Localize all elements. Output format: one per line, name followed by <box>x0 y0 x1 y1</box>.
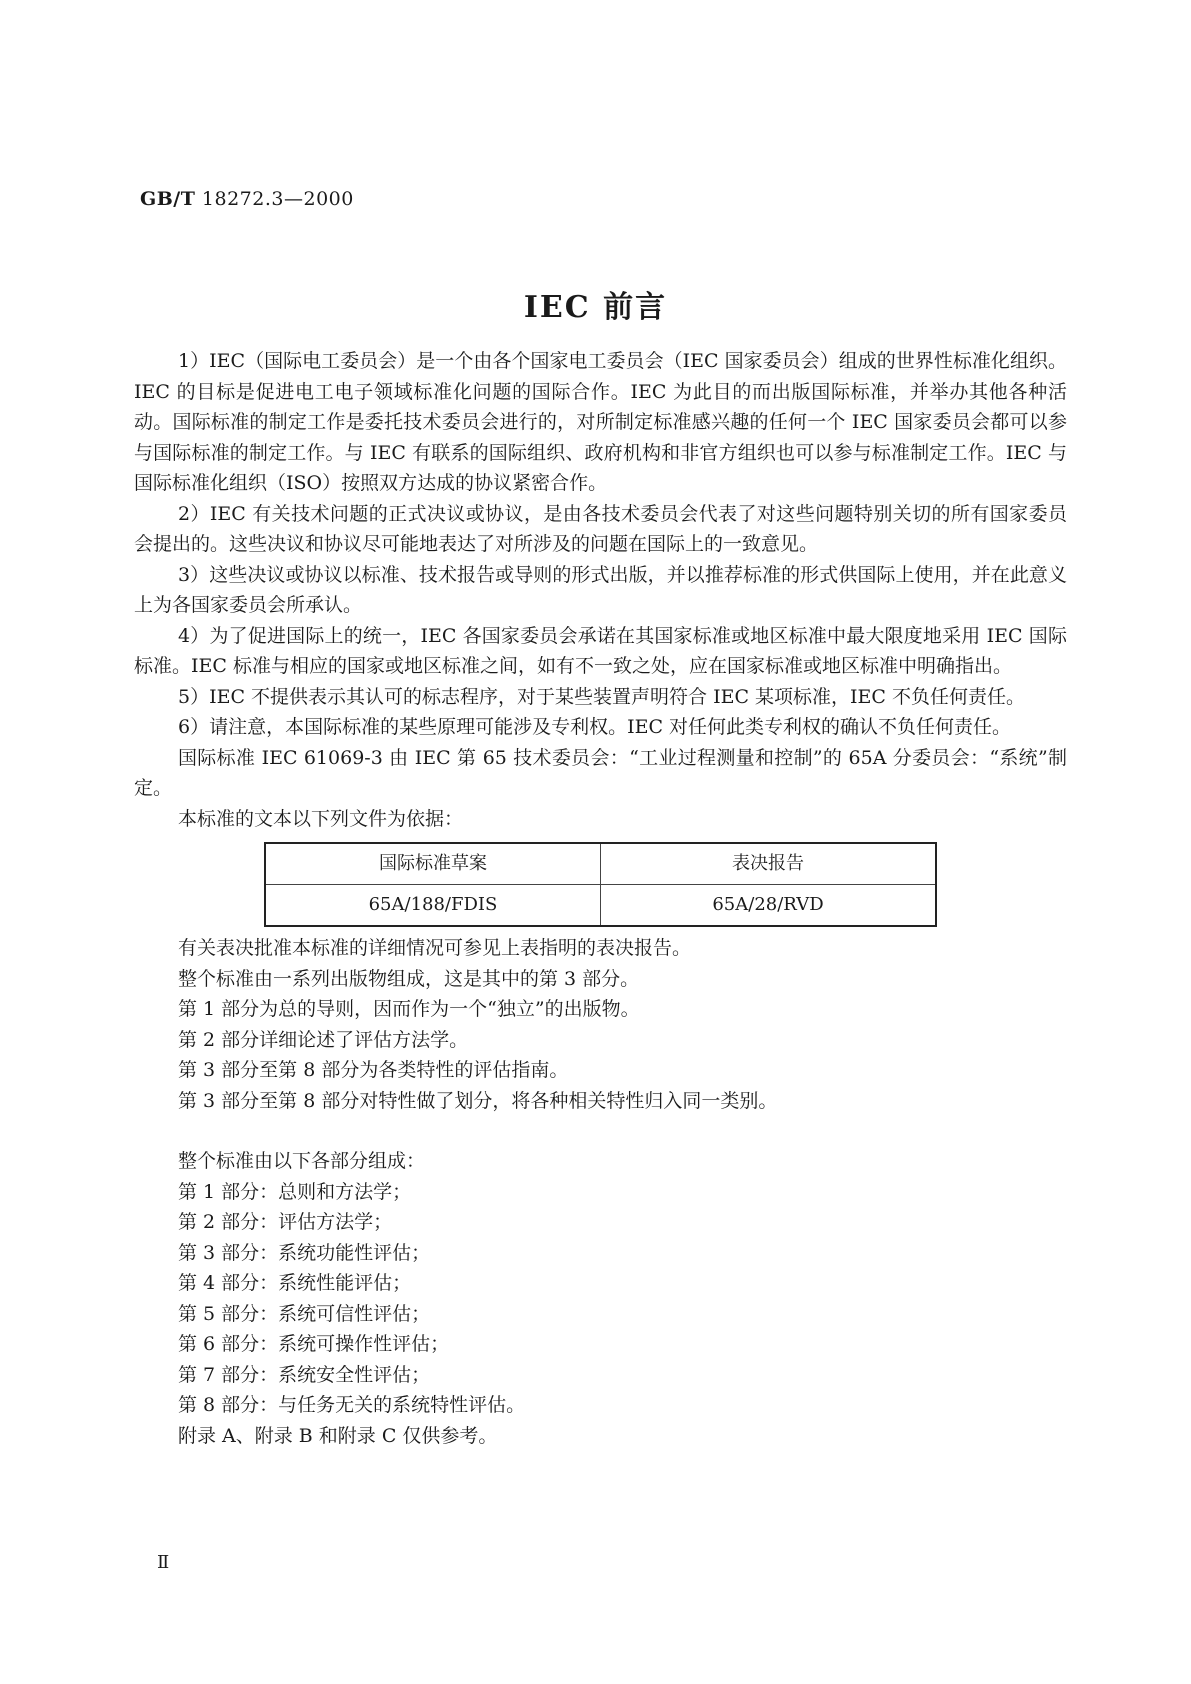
after-table-line: 第 3 部分至第 8 部分对特性做了划分，将各种相关特性归入同一类别。 <box>178 1089 778 1112</box>
list-item: 第 2 部分：评估方法学； <box>178 1211 393 1233</box>
after-table-line: 第 3 部分至第 8 部分为各类特性的评估指南。 <box>178 1059 569 1081</box>
table-header-cell: 国际标准草案 <box>265 843 601 885</box>
appendix-note: 附录 A、附录 B 和附录 C 仅供参考。 <box>178 1424 498 1447</box>
table-row <box>265 885 936 927</box>
standard-code <box>140 188 354 210</box>
paragraph-1: 1）IEC（国际电工委员会）是一个由各个国家电工委员会（IEC 国家委员会）组成的世界性标准化组织。IEC 的目标是促进电工电子领域标准化问题的国际合作。IEC 为此目的而出版国际标准，并举办其他各种活动。国际标准的制定工作是委托技术委员会进行的，对所制定标准感兴趣的任何一个 IEC 国家委员会都可以参与国际标准的制定工作。与 IEC 有联系的国际组织、政府机构和非官方组织也可以参与标准制定工作。IEC 与国际标准化组织（ISO）按照双方达成的协议紧密合作。 <box>134 350 1067 494</box>
basis-line: 本标准的文本以下列文件为依据： <box>178 807 464 830</box>
document-body <box>134 346 1067 1451</box>
table-cell: 65A/188/FDIS <box>265 885 601 927</box>
paragraph-5: 5）IEC 不提供表示其认可的标志程序，对于某些装置声明符合 IEC 某项标准，IEC 不负任何责任。 <box>178 685 1025 708</box>
paragraph-4: 4）为了促进国际上的统一，IEC 各国家委员会承诺在其国家标准或地区标准中最大限度地采用 IEC 国际标准。IEC 标准与相应的国家或地区标准之间，如有不一致之处，应在国家标准或地区标准中明确指出。 <box>134 624 1067 677</box>
standard-code-number: 18272.3—2000 <box>201 188 354 210</box>
list-item: 第 3 部分：系统功能性评估； <box>178 1241 431 1264</box>
standard-code-prefix: GB/T <box>140 188 196 210</box>
table-cell: 65A/28/RVD <box>601 885 937 927</box>
table-header-cell: 表决报告 <box>601 843 937 885</box>
list-item: 第 4 部分：系统性能评估； <box>178 1272 412 1294</box>
voting-documents-table <box>264 842 937 927</box>
page-number: Ⅱ <box>157 1552 170 1573</box>
table-header-row <box>265 843 936 885</box>
paragraph-6: 6）请注意，本国际标准的某些原理可能涉及专利权。IEC 对任何此类专利权的确认不负任何责任。 <box>178 716 1012 738</box>
paragraph-3: 3）这些决议或协议以标准、技术报告或导则的形式出版，并以推荐标准的形式供国际上使用，并在此意义上为各国家委员会所承认。 <box>134 563 1067 616</box>
after-table-line: 第 1 部分为总的导则，因而作为一个“独立”的出版物。 <box>178 998 640 1020</box>
list-item: 第 5 部分：系统可信性评估； <box>178 1302 431 1325</box>
list-item: 第 7 部分：系统安全性评估； <box>178 1363 431 1386</box>
spacer <box>178 1116 1067 1146</box>
list-item: 第 1 部分：总则和方法学； <box>178 1180 412 1203</box>
paragraph-7: 国际标准 IEC 61069-3 由 IEC 第 65 技术委员会：“工业过程测量和控制”的 65A 分委员会：“系统”制定。 <box>134 746 1067 799</box>
after-table-line: 有关表决批准本标准的详细情况可参见上表指明的表决报告。 <box>178 937 692 959</box>
paragraph-2: 2）IEC 有关技术问题的正式决议或协议，是由各技术委员会代表了对这些问题特别关切的所有国家委员会提出的。这些决议和协议尽可能地表达了对所涉及的问题在国际上的一致意见。 <box>134 502 1067 555</box>
list-item: 第 8 部分：与任务无关的系统特性评估。 <box>178 1394 526 1416</box>
page-title: IEC 前言 <box>523 290 668 325</box>
after-table-line: 第 2 部分详细论述了评估方法学。 <box>178 1028 469 1051</box>
list-item: 第 6 部分：系统可操作性评估； <box>178 1333 450 1355</box>
after-table-line: 整个标准由一系列出版物组成，这是其中的第 3 部分。 <box>178 967 640 990</box>
parts-intro: 整个标准由以下各部分组成： <box>178 1150 426 1172</box>
